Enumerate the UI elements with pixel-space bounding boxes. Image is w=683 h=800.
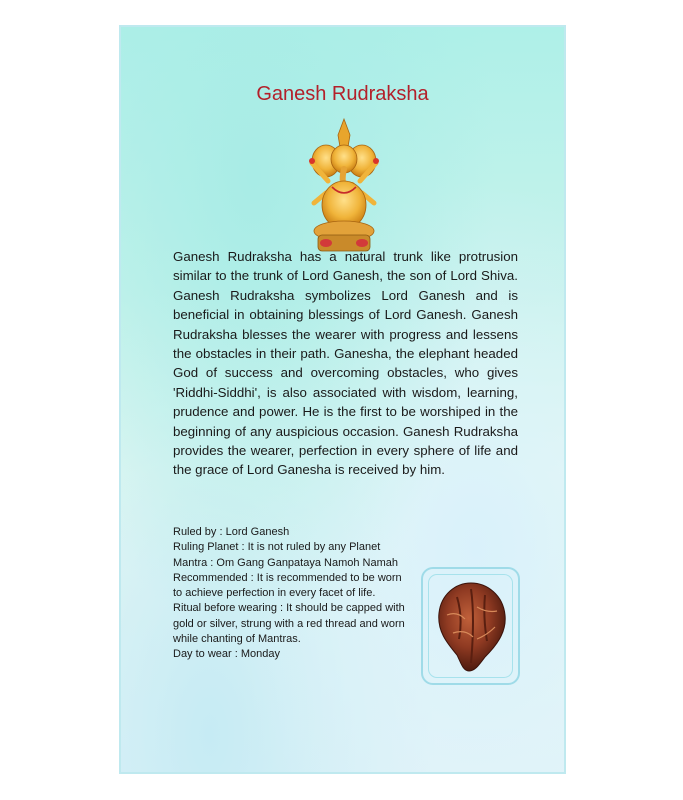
rudraksha-bead-frame	[421, 567, 520, 685]
detail-ruled-by: Ruled by : Lord Ganesh	[173, 526, 290, 538]
rudraksha-bead-image	[429, 577, 513, 675]
details-list	[173, 525, 413, 663]
description-paragraph: Ganesh Rudraksha has a natural trunk like protrusion similar to the trunk of Lord Ganesh, the son of Lord Shiva. Ganesh Rudraksha symbolizes Lord Ganesh and is beneficial in obtaining blessings of Lord Ganesh. Ganesh Rudraksha blesses the wearer with progress and lessens the obstacles in their path. Ganesha, the elephant headed God of success and overcoming obstacles, who gives 'Riddhi-Siddhi', is also associated with wisdom, learning, prudence and power. He is the first to be worshiped in the beginning of any auspicious occasion. Ganesh Rudraksha provides the wearer, perfection in every sphere of life and the grace of Lord Ganesha is received by him.	[173, 249, 518, 478]
detail-day: Day to wear : Monday	[173, 648, 280, 661]
ganesha-illustration	[304, 117, 384, 255]
detail-ruling-planet: Ruling Planet : It is not ruled by any Planet	[173, 541, 381, 554]
detail-ritual: Ritual before wearing : It should be capped with gold or silver, strung with a red thread and worn while chanting of Mantras.	[173, 602, 405, 646]
detail-recommended: Recommended : It is recommended to be worn to achieve perfection in every facet of life.	[173, 571, 402, 600]
detail-mantra: Mantra : Om Gang Ganpataya Namoh Namah	[173, 556, 398, 569]
page-title: Ganesh Rudraksha	[256, 83, 429, 105]
rudraksha-info-card	[119, 25, 566, 774]
